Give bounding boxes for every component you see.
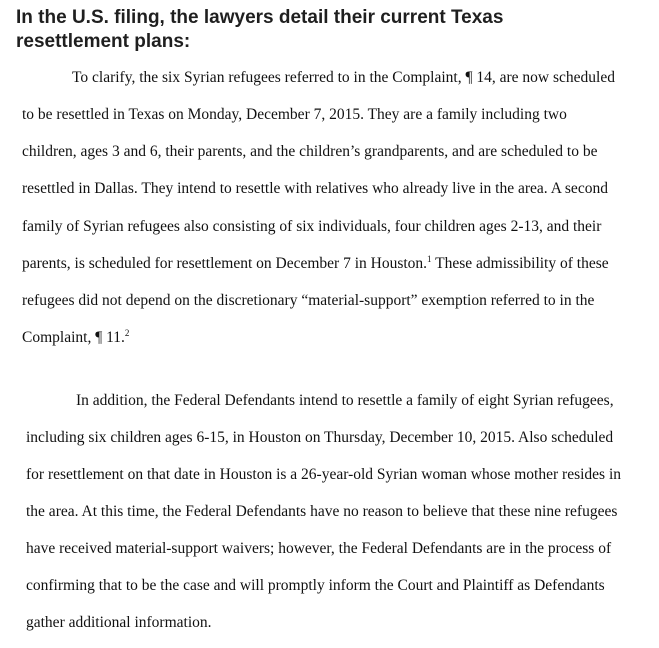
filing-line	[22, 256, 609, 272]
filing-line: resettled in Dallas. They intend to resettle with relatives who already live in the area. A second	[22, 180, 608, 197]
headline-line-2: resettlement plans:	[16, 31, 191, 52]
filing-text: These admissibility of these	[431, 255, 609, 272]
filing-line	[22, 330, 129, 346]
filing-line: to be resettled in Texas on Monday, December 7, 2015. They are a family including two	[22, 106, 567, 123]
filing-text: parents, is scheduled for resettlement on December 7 in Houston.	[22, 255, 428, 272]
article-headline	[16, 6, 636, 54]
headline-line-1: In the U.S. filing, the lawyers detail their current Texas	[16, 7, 504, 28]
filing-line: the area. At this time, the Federal Defendants have no reason to believe that these nine refugees	[26, 503, 618, 520]
filing-text: Complaint, ¶ 11.	[22, 329, 125, 346]
filing-line: In addition, the Federal Defendants intend to resettle a family of eight Syrian refugees,	[76, 392, 614, 409]
filing-line: have received material-support waivers; however, the Federal Defendants are in the process of	[26, 540, 612, 557]
filing-line: for resettlement on that date in Houston is a 26-year-old Syrian woman whose mother resides in	[26, 466, 622, 483]
filing-line: including six children ages 6-15, in Houston on Thursday, December 10, 2015. Also scheduled	[26, 429, 614, 446]
filing-line: To clarify, the six Syrian refugees referred to in the Complaint, ¶ 14, are now scheduled	[72, 69, 615, 86]
filing-line: confirming that to be the case and will promptly inform the Court and Plaintiff as Defendants	[26, 577, 605, 594]
footnote-marker-2: 2	[124, 328, 130, 338]
filing-line: gather additional information.	[26, 614, 212, 631]
footnote-marker-1: 1	[427, 254, 432, 264]
filing-line: children, ages 3 and 6, their parents, and the children’s grandparents, and are scheduled to be	[22, 143, 598, 160]
filing-line: refugees did not depend on the discretionary “material-support” exemption referred to in the	[22, 292, 595, 309]
filing-line: family of Syrian refugees also consisting of six individuals, four children ages 2-13, and their	[22, 218, 602, 235]
